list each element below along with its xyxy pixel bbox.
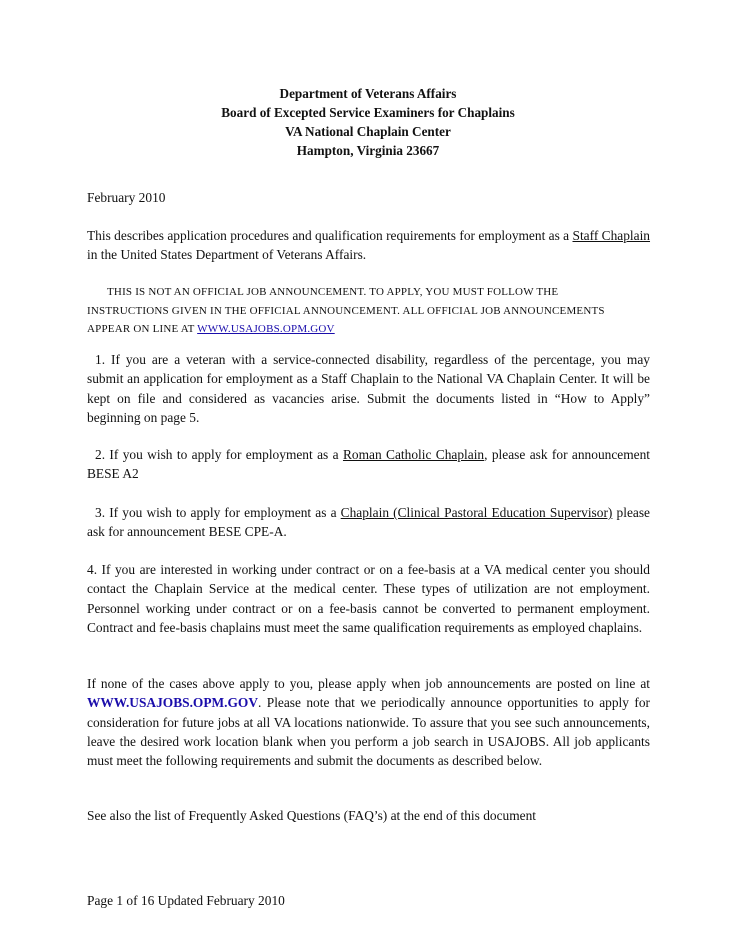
item-3-paragraph [87, 503, 650, 542]
notice-line-2: INSTRUCTIONS GIVEN IN THE OFFICIAL ANNOUNCEMENT. ALL OFFICIAL JOB ANNOUNCEMENTS [87, 304, 605, 317]
official-notice [87, 283, 650, 339]
notice-line-3: APPEAR ON LINE AT [87, 323, 198, 335]
item-1-paragraph: 1. If you are a veteran with a service-connected disability, regardless of the percentage, you may submit an application for employment as a Staff Chaplain to the National VA Chaplain Center. It will be kept on file and considered as vacancies arise. Submit the documents listed in “How to Apply” beginning on page 5. [87, 352, 650, 425]
header-line-center: VA National Chaplain Center [285, 124, 451, 139]
document-date: February 2010 [87, 190, 166, 205]
page-footer: Page 1 of 16 Updated February 2010 [87, 893, 285, 908]
para-5-text-after: . Please note that we periodically announce opportunities to apply for consideration for future jobs at all VA locations nationwide. To assure that you see such announcements, leave the desired work location blank when you perform a job search in USAJOBS. All job applicants must meet the following requirements and submit the documents as described below. [87, 695, 650, 769]
item-2-paragraph [87, 445, 650, 484]
intro-staff-chaplain: Staff Chaplain [572, 228, 651, 243]
para-5-text-before: If none of the cases above apply to you, please apply when job announcements are posted on line at [87, 676, 650, 691]
notice-line-1: THIS IS NOT AN OFFICIAL JOB ANNOUNCEMENT. TO APPLY, YOU MUST FOLLOW THE [107, 286, 559, 298]
intro-text-before: This describes application procedures and qualification requirements for employment as a [87, 228, 573, 243]
letterhead [0, 84, 736, 160]
item-2-text-after: , please ask for announcement BESE A2 [87, 447, 650, 482]
usajobs-link-notice[interactable]: WWW.USAJOBS.OPM.GOV [197, 323, 335, 335]
item-3-text-before: 3. If you wish to apply for employment as a [95, 505, 341, 520]
intro-text-after: in the United States Department of Veterans Affairs. [87, 247, 367, 263]
item-2-text-before: 2. If you wish to apply for employment as a [95, 447, 343, 462]
item-3-text-after: please ask for announcement BESE CPE-A. [87, 505, 650, 540]
cpe-supervisor-chaplain: Chaplain (Clinical Pastoral Education Supervisor) [340, 505, 613, 520]
header-line-board: Board of Excepted Service Examiners for Chaplains [221, 105, 515, 120]
item-4-paragraph: 4. If you are interested in working under contract or on a fee-basis at a VA medical center you should contact the Chaplain Service at the medical center. These types of utilization are not employment. Personnel working under contract or on a fee-basis cannot be converted to permanent employment. Contract and fee-basis chaplains must meet the same qualification requirements as employed chaplains. [87, 562, 650, 635]
usajobs-link-body[interactable]: WWW.USAJOBS.OPM.GOV [87, 695, 258, 711]
faq-note: See also the list of Frequently Asked Questions (FAQ’s) at the end of this document [87, 808, 537, 823]
intro-paragraph [87, 226, 650, 265]
header-line-department: Department of Veterans Affairs [279, 86, 457, 101]
header-line-address: Hampton, Virginia 23667 [296, 143, 440, 158]
general-application-paragraph [87, 674, 650, 770]
roman-catholic-chaplain: Roman Catholic Chaplain [342, 447, 485, 462]
